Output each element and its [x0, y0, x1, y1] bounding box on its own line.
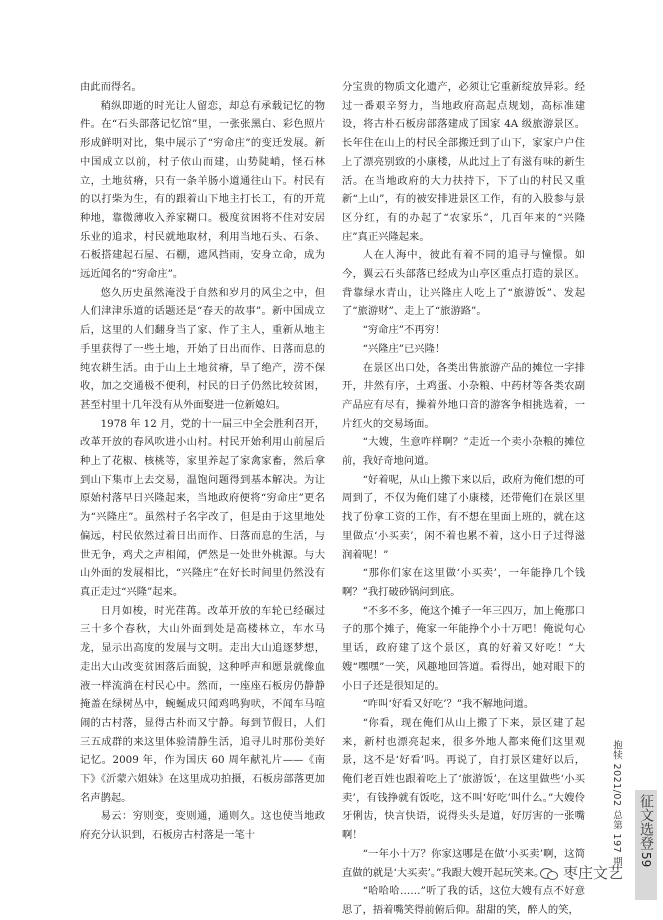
magazine-issue-info: 抱犊 2021/02 总第 197 期 [611, 740, 622, 867]
paragraph: “大嫂，生意咋样啊？”走近一个卖小杂粮的摊位前，我好奇地问道。 [342, 436, 585, 468]
paragraph: “哈哈哈……”听了我的话，这位大嫂有点不好意思了，捂着嘴笑得前俯后仰。甜甜的笑，醉人的笑， [342, 885, 585, 916]
watermark [540, 862, 623, 883]
paragraph: 稍纵即逝的时光让人留恋，却总有承载记忆的物件。在“石头部落记忆馆”里，一张张黑白、彩色照片形成鲜明对比，集中展示了“穷命庄”的变迁发展。新中国成立以前，村子依山而建，山势陡峭，怪石林立，土地贫瘠，只有一条羊肠小道通往山下。村民有的以打柴为生，有的跟着山下地主打长工，有的开荒种地，靠微薄收入养家糊口。极度贫困将不住对安居乐业的追求，村民就地取材，利用当地石头、石条、石板搭建起石屋、石棚，遮风挡雨，安身立命，成为远近闻名的“穷命庄”。 [80, 99, 325, 281]
paragraph: 由此而得名。 [80, 81, 142, 93]
wechat-icon [540, 866, 558, 880]
page-sidebar [593, 0, 663, 900]
paragraph: “好着呢，从山上搬下来以后，政府为俺们想的可周到了，不仅为俺们建了小康楼，还带俺们在景区里找了份拿工资的工作，有不想在里面上班的，就在这里做点‘小买卖’，闲不着也累不着，这小日子过得滋润着呢！” [342, 473, 585, 561]
watermark-text: 枣庄文艺 [563, 864, 624, 882]
paragraph: “不多不多，俺这个摊子一年三四万，加上俺那口子的那个摊子，俺家一年能挣个小十万吧！俺说句心里话，政府建了这个景区，真的好着又好吃！”大嫂“嘿嘿”一笑，风趣地回答道。看得出，她对眼下的小日子还是很知足的。 [342, 604, 585, 692]
paragraph: “那你们家在这里做‘小买卖’，一年能挣几个钱啊？”我打破砂锅问到底。 [342, 567, 585, 598]
page-number: 59 [639, 852, 653, 868]
paragraph: 悠久历史虽然淹没于自然和岁月的风尘之中，但人们津津乐道的话题还是“春天的故事”。新中国成立后，这里的人们翻身当了家、作了主人，重新从地主手里获得了一些土地，开始了日出而作、日落而息的纯农耕生活。由于山上土地贫瘠，旱了绝产，涝不保收，加之交通极不便利，村民的日子仍然比较贫困，甚至村里十几年没有从外面娶进一位新媳妇。 [80, 286, 325, 411]
article-column-left [80, 78, 325, 845]
section-label: 征文选登 [635, 790, 657, 900]
paragraph: “兴隆庄”已兴隆！ [362, 342, 446, 355]
paragraph: 在景区出口处，各类出售旅游产品的摊位一字排开，井然有序，土鸡蛋、小杂粮、中药材等各类农副产品应有尽有，操着外地口音的游客争相挑选着，一片红火的交易场面。 [342, 361, 585, 430]
article-column-right [342, 78, 585, 920]
paragraph: 易云：穷则变，变则通，通则久。这也使当地政府充分认识到，石板房古村落是一笔十 [80, 810, 325, 842]
paragraph: 日月如梭，时光荏苒。改革开放的车轮已经碾过三十多个春秋，大山外面到处是高楼林立，车水马龙，显示出高度的发展与文明。走出大山追逐梦想，走出大山改变贫困落后面貌，这种呼声和愿景就像血液一样流淌在村民心中。然而，一座座石板房仍静静掩盖在绿树丛中，蜿蜒成只闻鸡鸣狗吠，不闻车马喧闹的古村落，显得古朴而又宁静。每到节假日，人们三五成群的来这里体验清静生活，追寻儿时那份美好记忆。2009 年，作为国庆 60 周年献礼片——《南下》《沂蒙六姐妹》在这里成功拍摄，石板房部落更加名声鹊起。 [80, 604, 325, 804]
paragraph: 分宝贵的物质文化遗产，必须让它重新绽放异彩。经过一番艰辛努力，当地政府高起点规划，高标准建设，将古朴石板房部落建成了国家 4A 级旅游景区。长年住在山上的村民全部搬迁到了山下，家家户户住上了漂亮别致的小康楼，从此过上了有滋有味的新生活。在当地政府的大力扶持下，下了山的村民又重新“上山”，有的被安排进景区工作，有的入股参与景区分红，有的办起了“农家乐”，几百年来的“兴隆庄”真正兴隆起来。 [342, 81, 585, 243]
paragraph: “穷命庄”不再穷！ [362, 324, 446, 337]
paragraph: “一年小十万？你家这哪是在做‘小买卖’啊，这简直做的就是‘大买卖’。”我跟大嫂开起玩笑来。 [342, 847, 585, 879]
paragraph: 1978 年 12 月，党的十一届三中全会胜利召开，改革开放的春风吹进小山村。村民开始利用山前屋后种上了花椒、核桃等，家里养起了家禽家畜，然后拿到山下集市上去交易，温饱问题得到基本解决。为让原始村落早日兴隆起来，当地政府便将“穷命庄”更名为“兴隆庄”。虽然村子名字改了，但是由于这里地处偏远，村民依然过着日出而作、日落而息的生活，与世无争，鸡犬之声相闻，俨然是一处世外桃源。与大山外面的发展相比，“兴隆庄”在好长时间里仍然没有真正走过“兴隆”起来。 [80, 417, 325, 598]
paragraph: “咋叫‘好看又好吃’？”我不解地问道。 [362, 698, 535, 711]
paragraph: “你看，现在俺们从山上搬了下来，景区建了起来，新村也漂亮起来，很多外地人都来俺们这里观景，这不是‘好看’吗。再说了，自打景区建好以后，俺们老百姓也跟着吃上了‘旅游饭’，在这里做些‘小买卖’，有钱挣就有饭吃，这不叫‘好吃’叫什么。”大嫂伶牙俐齿，快言快语，说得头头是道，好厉害的一张嘴啊！ [342, 716, 585, 842]
paragraph: 人在人海中，彼此有着不同的追寻与憧憬。如今，翼云石头部落已经成为山亭区重点打造的景区。背靠绿水青山，让兴隆庄人吃上了“旅游饭”、发起了“旅游财”、走上了“旅游路”。 [342, 249, 585, 318]
